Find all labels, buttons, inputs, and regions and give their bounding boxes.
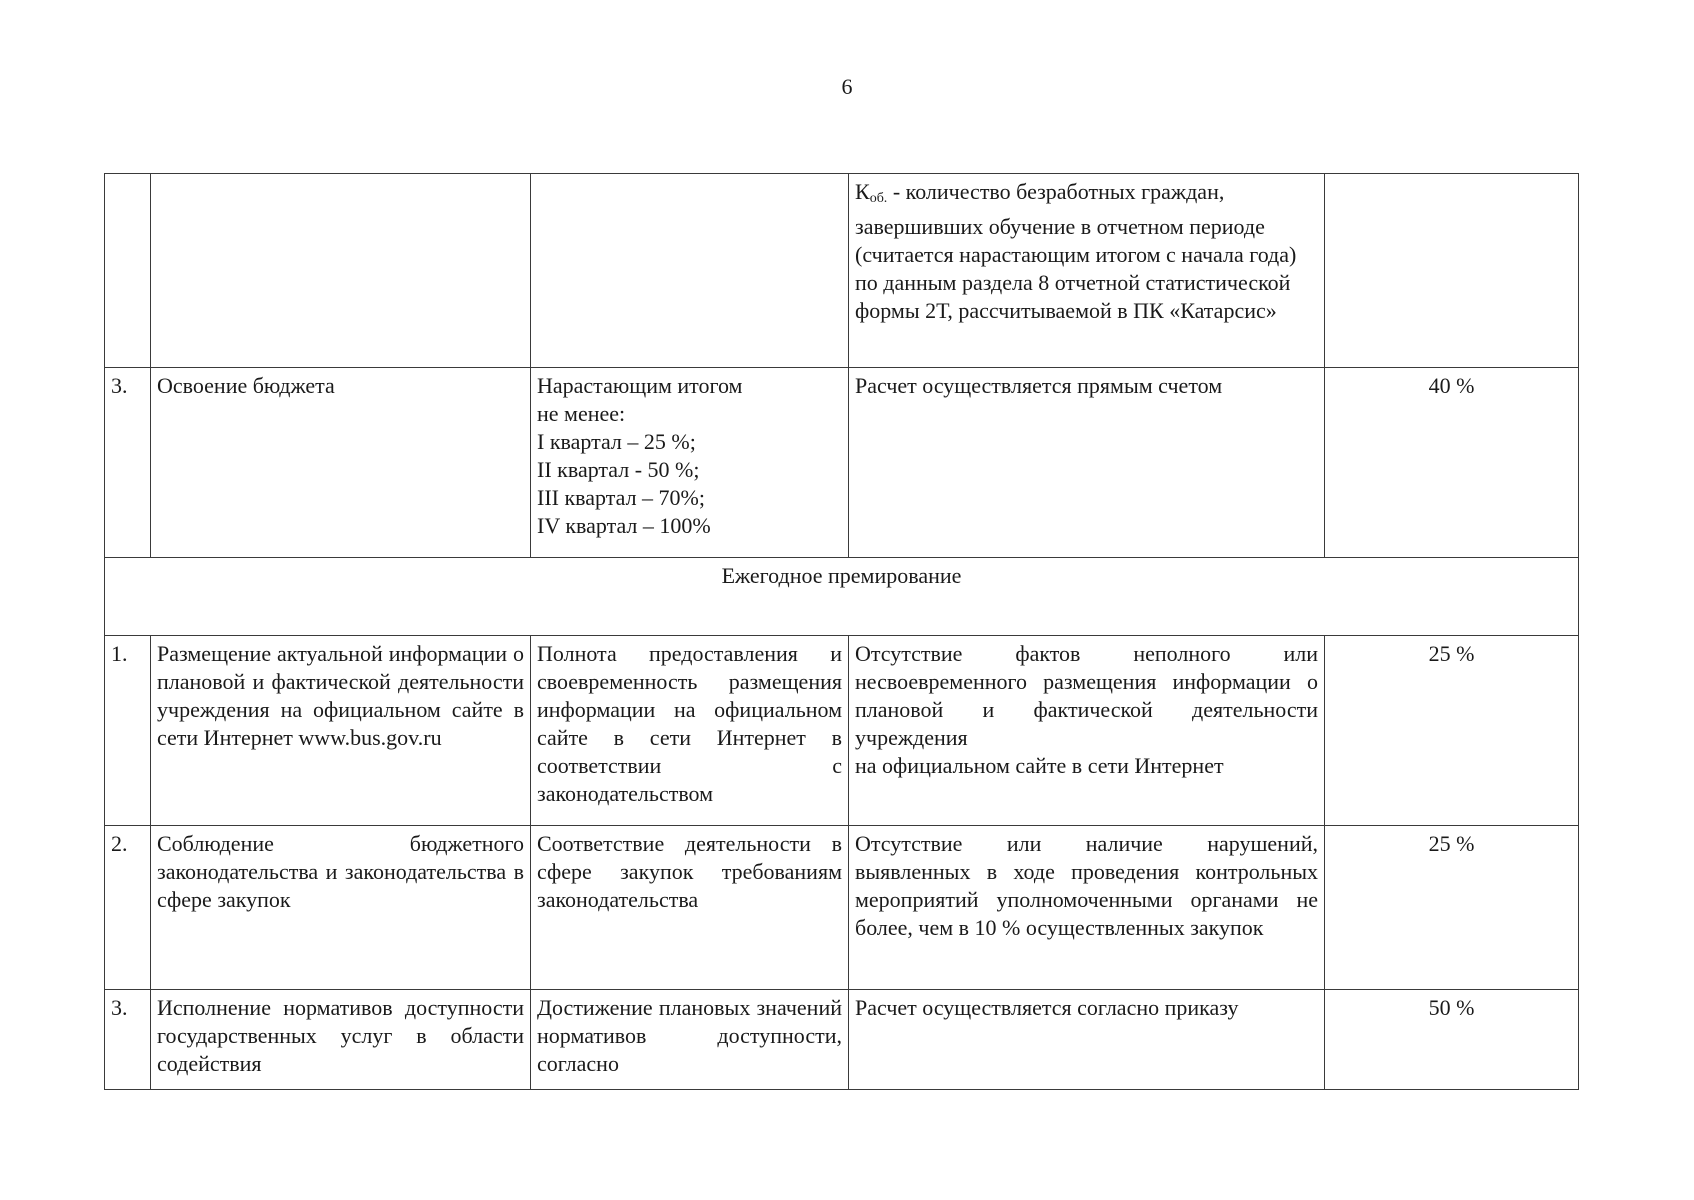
criteria-table — [104, 173, 1579, 1090]
row-method: Расчет осуществляется прямым счетом — [849, 368, 1325, 558]
row-method — [849, 990, 1325, 1090]
table-row-annual-3 — [105, 990, 1579, 1090]
criteria-line: I квартал – 25 %; — [537, 429, 696, 454]
row-number: 3. — [105, 368, 151, 558]
cell-number — [105, 174, 151, 368]
criteria-line: Нарастающим итогом — [537, 373, 743, 398]
cell-name — [151, 174, 531, 368]
cell-method — [849, 174, 1325, 368]
table-row-annual-2 — [105, 826, 1579, 990]
row-weight: 40 % — [1325, 368, 1579, 558]
method-line: Отсутствие фактов неполного или несвоевременного размещения информации о плановой и фактической деятельности учреждения — [855, 641, 1318, 750]
row-number: 1. — [105, 636, 151, 826]
method-subscript: об. — [869, 191, 888, 206]
row-criteria: Соответствие деятельности в сфере закупок требованиям законодательства — [531, 826, 849, 990]
section-header-row — [105, 558, 1579, 636]
row-number: 3. — [105, 990, 151, 1090]
table-row-continued — [105, 174, 1579, 368]
row-number: 2. — [105, 826, 151, 990]
row-name: Исполнение нормативов доступности государственных услуг в области содействия — [151, 990, 531, 1090]
row-weight: 25 % — [1325, 636, 1579, 826]
table-row-annual-1 — [105, 636, 1579, 826]
method-line: Расчет осуществляется согласно приказу — [855, 995, 1239, 1020]
page-number: 6 — [841, 74, 853, 99]
row-criteria: Полнота предоставления и своевременность размещения информации на официальном сайте в сети Интернет в соответствии с законодательством — [531, 636, 849, 826]
method-symbol: К — [855, 179, 870, 204]
row-method — [849, 826, 1325, 990]
row-method — [849, 636, 1325, 826]
row-name: Размещение актуальной информации о плановой и фактической деятельности учреждения на официальном сайте в сети Интернет www.bus.gov.ru — [151, 636, 531, 826]
row-name: Освоение бюджета — [151, 368, 531, 558]
criteria-line: III квартал – 70%; — [537, 485, 705, 510]
cell-criteria — [531, 174, 849, 368]
cell-weight — [1325, 174, 1579, 368]
row-name: Соблюдение бюджетного законодательства и законодательства в сфере закупок — [151, 826, 531, 990]
row-weight: 50 % — [1325, 990, 1579, 1090]
criteria-line: II квартал - 50 %; — [537, 457, 700, 482]
method-line: на официальном сайте в сети Интернет — [855, 753, 1224, 778]
row-weight: 25 % — [1325, 826, 1579, 990]
section-title: Ежегодное премирование — [105, 558, 1579, 636]
criteria-line: IV квартал – 100% — [537, 513, 711, 538]
row-criteria: Достижение плановых значений нормативов доступности, согласно — [531, 990, 849, 1090]
method-text: - количество безработных граждан, завершивших обучение в отчетном периоде (считается нарастающим итогом с начала года) по данным раздела 8 отчетной статистической формы 2Т, рассчитываемой в ПК «Катарсис» — [855, 179, 1297, 323]
method-line: Отсутствие или наличие нарушений, выявленных в ходе проведения контрольных мероприятий уполномоченными органами не более, чем в 10 % осуществленных закупок — [855, 831, 1318, 940]
criteria-line: не менее: — [537, 401, 626, 426]
row-criteria — [531, 368, 849, 558]
table-row-budget — [105, 368, 1579, 558]
